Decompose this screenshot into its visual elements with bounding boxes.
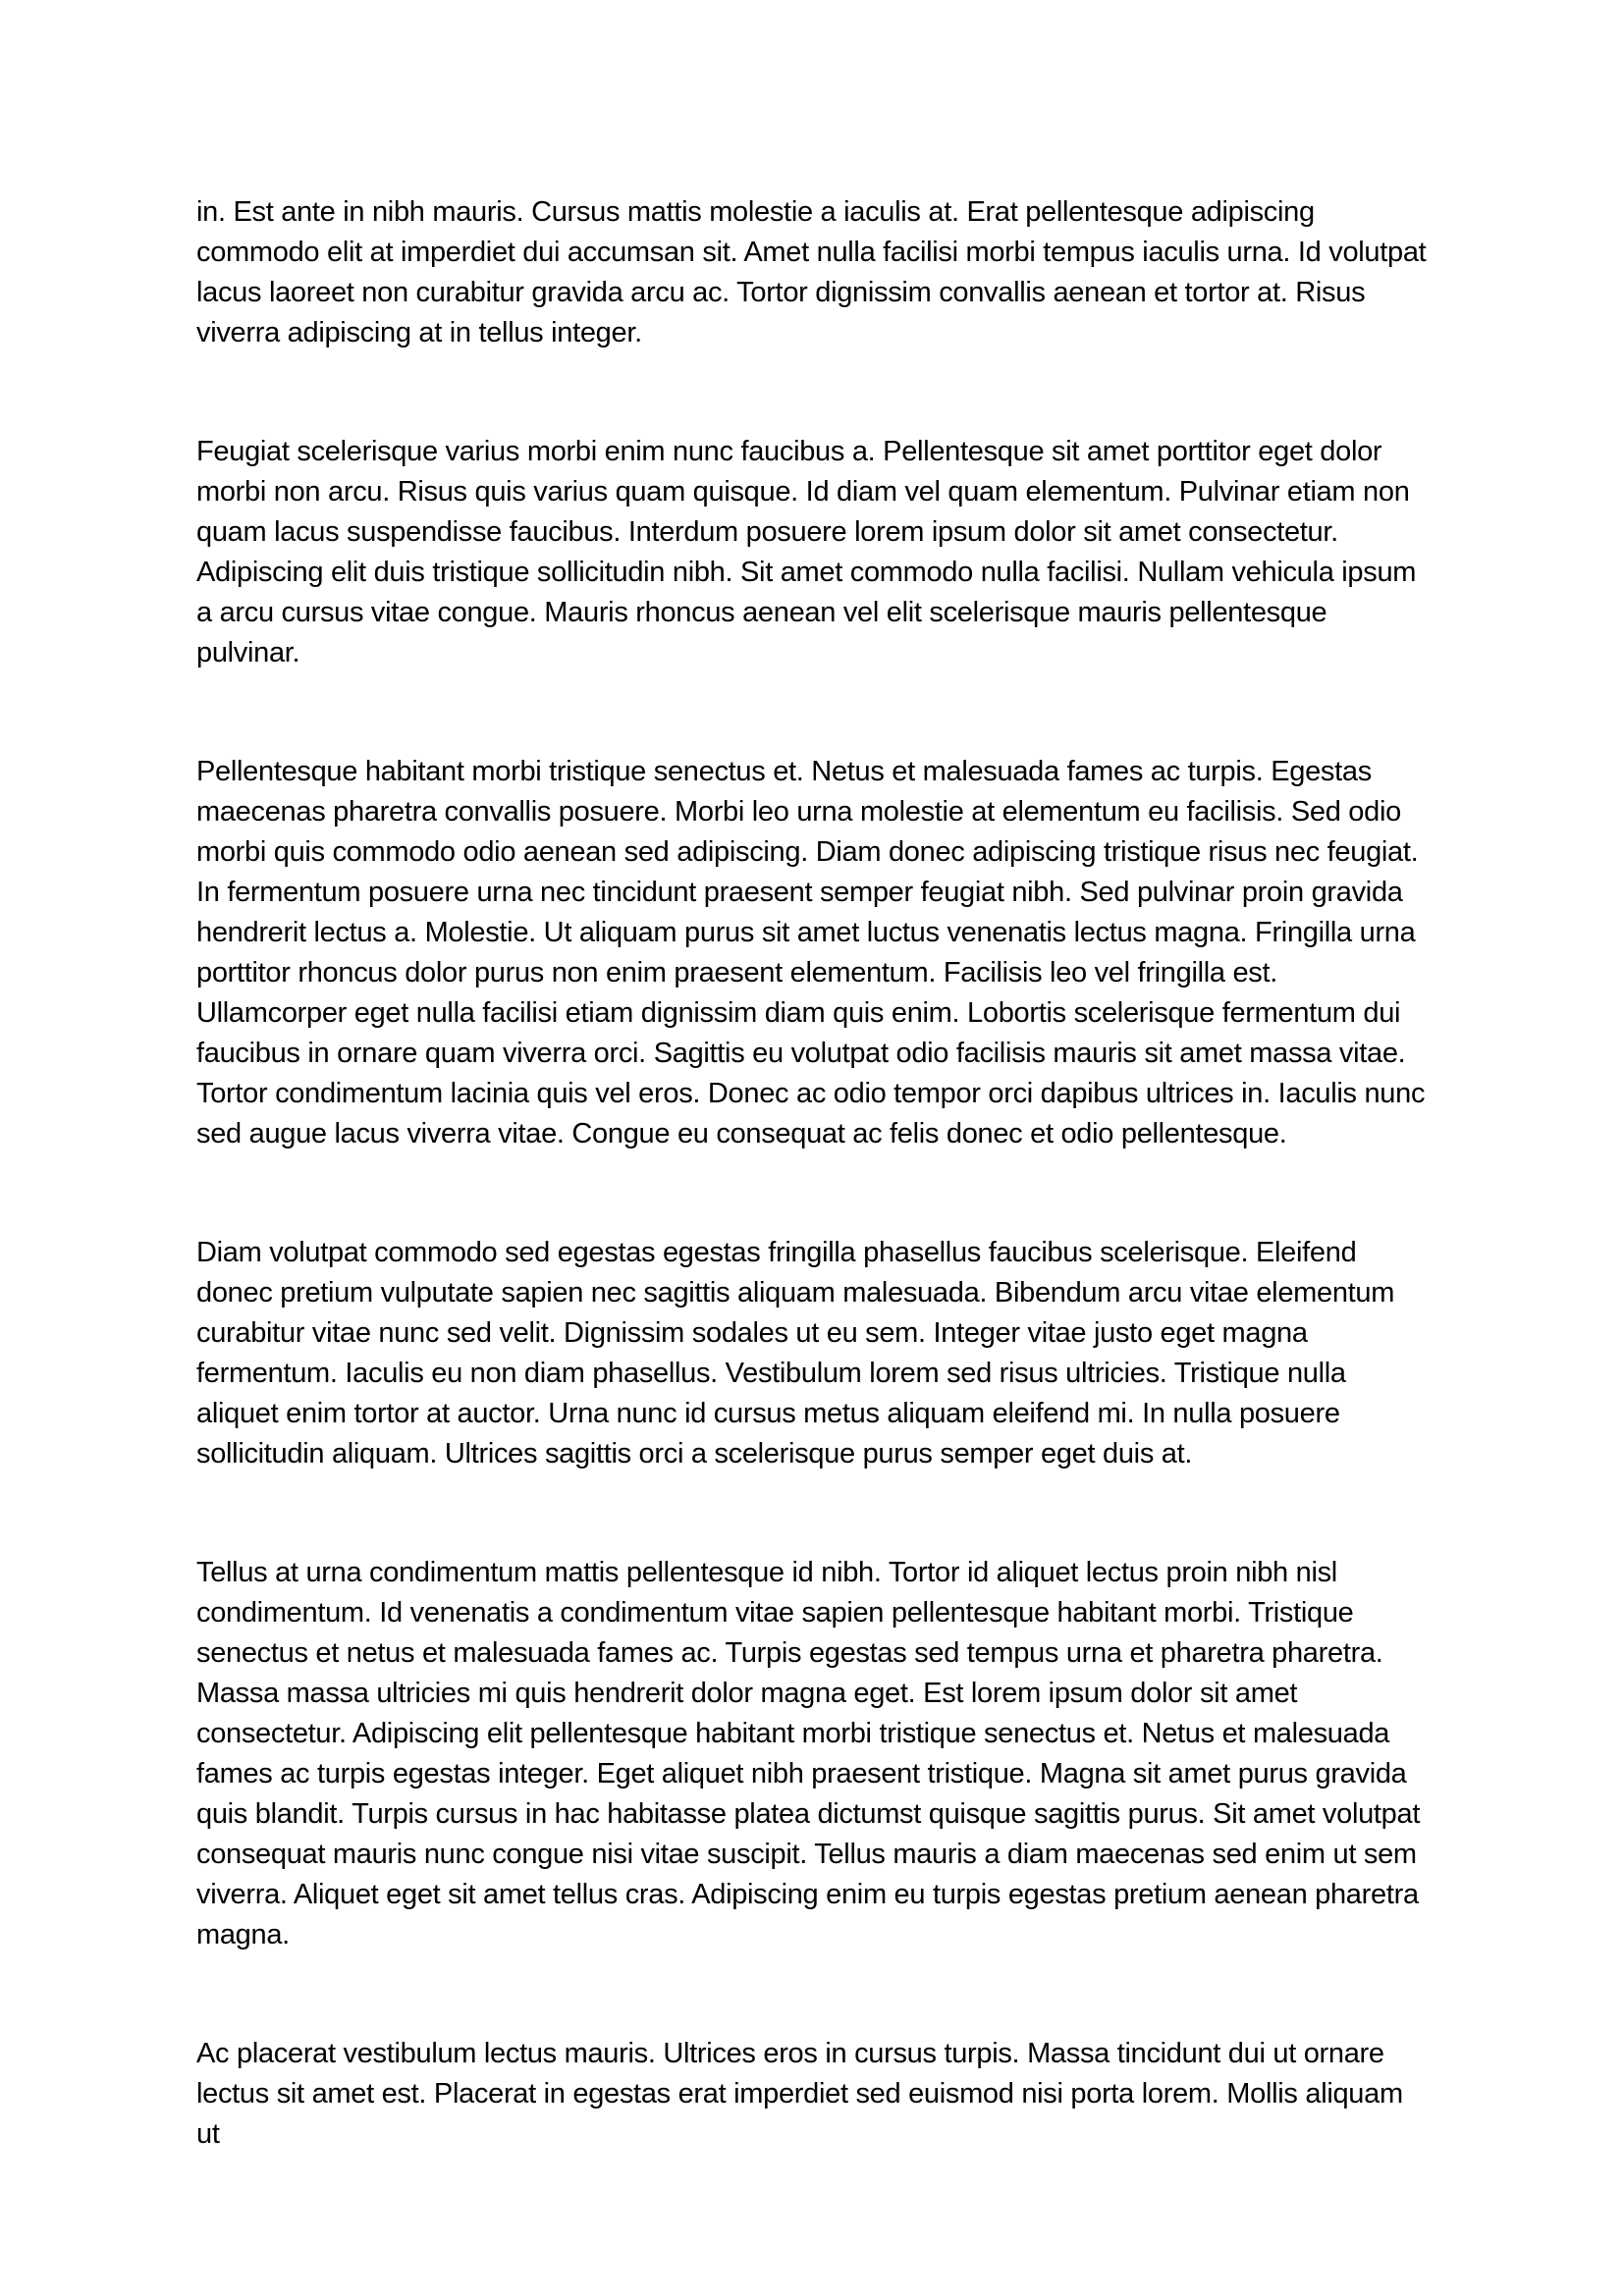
paragraph: Pellentesque habitant morbi tristique senectus et. Netus et malesuada fames ac turpis. Egestas maecenas pharetra convallis posuere. Morbi leo urna molestie at elementum eu facilisis. Sed odio morbi quis commodo odio aenean sed adipiscing. Diam donec adipiscing tristique risus nec feugiat. In fermentum posuere urna nec tincidunt praesent semper feugiat nibh. Sed pulvinar proin gravida hendrerit lectus a. Molestie. Ut aliquam purus sit amet luctus venenatis lectus magna. Fringilla urna porttitor rhoncus dolor purus non enim praesent elementum. Facilisis leo vel fringilla est. Ullamcorper eget nulla facilisi etiam dignissim diam quis enim. Lobortis scelerisque fermentum dui faucibus in ornare quam viverra orci. Sagittis eu volutpat odio facilisis mauris sit amet massa vitae. Tortor condimentum lacinia quis vel eros. Donec ac odio tempor orci dapibus ultrices in. Iaculis nunc sed augue lacus viverra vitae. Congue eu consequat ac felis donec et odio pellentesque.: [196, 756, 1426, 1149]
paragraph: Diam volutpat commodo sed egestas egestas fringilla phasellus faucibus scelerisque. Eleifend donec pretium vulputate sapien nec sagittis aliquam malesuada. Bibendum arcu vitae elementum curabitur vitae nunc sed velit. Dignissim sodales ut eu sem. Integer vitae justo eget magna fermentum. Iaculis eu non diam phasellus. Vestibulum lorem sed risus ultricies. Tristique nulla aliquet enim tortor at auctor. Urna nunc id cursus metus aliquam eleifend mi. In nulla posuere sollicitudin aliquam. Ultrices sagittis orci a scelerisque purus semper eget duis at.: [196, 1237, 1395, 1469]
paragraph: in. Est ante in nibh mauris. Cursus mattis molestie a iaculis at. Erat pellentesque adipiscing commodo elit at imperdiet dui accumsan sit. Amet nulla facilisi morbi tempus iaculis urna. Id volutpat lacus laoreet non curabitur gravida arcu ac. Tortor dignissim convallis aenean et tortor at. Risus viverra adipiscing at in tellus integer.: [196, 196, 1427, 348]
paragraph: Ac placerat vestibulum lectus mauris. Ultrices eros in cursus turpis. Massa tincidunt dui ut ornare lectus sit amet est. Placerat in egestas erat imperdiet sed euismod nisi porta lorem. Mollis aliquam ut: [196, 2038, 1403, 2150]
paragraph: Feugiat scelerisque varius morbi enim nunc faucibus a. Pellentesque sit amet porttitor eget dolor morbi non arcu. Risus quis varius quam quisque. Id diam vel quam elementum. Pulvinar etiam non quam lacus suspendisse faucibus. Interdum posuere lorem ipsum dolor sit amet consectetur. Adipiscing elit duis tristique sollicitudin nibh. Sit amet commodo nulla facilisi. Nullam vehicula ipsum a arcu cursus vitae congue. Mauris rhoncus aenean vel elit scelerisque mauris pellentesque pulvinar.: [196, 436, 1417, 668]
document-body-text: [196, 192, 1428, 2155]
paragraph: Tellus at urna condimentum mattis pellentesque id nibh. Tortor id aliquet lectus proin nibh nisl condimentum. Id venenatis a condimentum vitae sapien pellentesque habitant morbi. Tristique senectus et netus et malesuada fames ac. Turpis egestas sed tempus urna et pharetra pharetra. Massa massa ultricies mi quis hendrerit dolor magna eget. Est lorem ipsum dolor sit amet consectetur. Adipiscing elit pellentesque habitant morbi tristique senectus et. Netus et malesuada fames ac turpis egestas integer. Eget aliquet nibh praesent tristique. Magna sit amet purus gravida quis blandit. Turpis cursus in hac habitasse platea dictumst quisque sagittis purus. Sit amet volutpat consequat mauris nunc congue nisi vitae suscipit. Tellus mauris a diam maecenas sed enim ut sem viverra. Aliquet eget sit amet tellus cras. Adipiscing enim eu turpis egestas pretium aenean pharetra magna.: [196, 1557, 1421, 1950]
